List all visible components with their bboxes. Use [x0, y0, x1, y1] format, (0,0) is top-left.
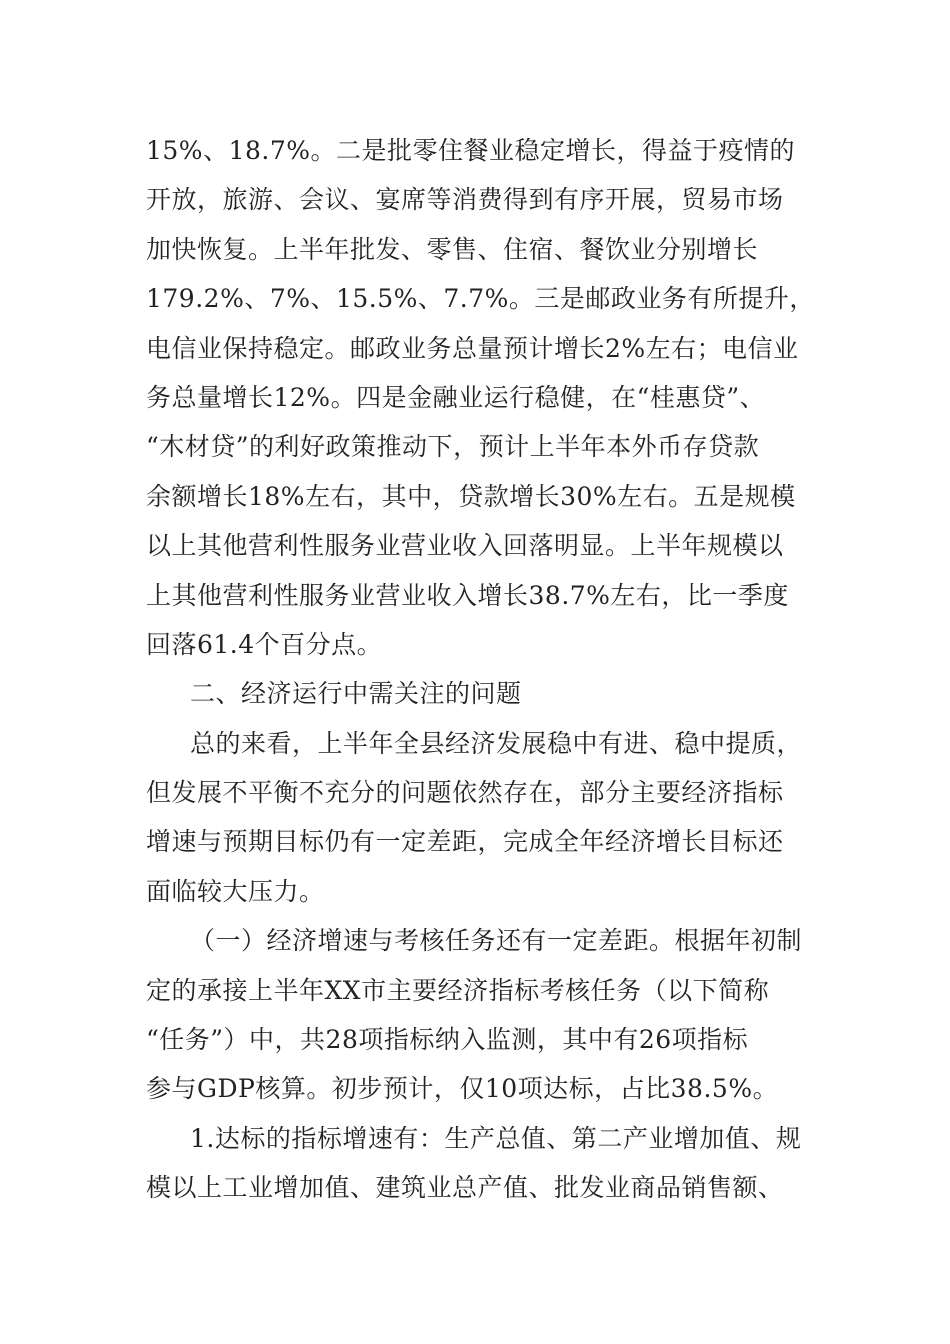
text-line: 务总量增长12%。四是金融业运行稳健，在“桂惠贷”、 — [146, 382, 766, 412]
subsection-heading: （一）经济增速与考核任务还有一定差距。根据年初制 — [190, 926, 803, 956]
section-heading: 二、经济运行中需关注的问题 — [190, 679, 522, 709]
text-line: 以上其他营利性服务业营业收入回落明显。上半年规模以 — [146, 531, 784, 561]
text-line: 回落61.4个百分点。 — [146, 629, 383, 659]
text-line: 上其他营利性服务业营业收入增长38.7%左右，比一季度 — [146, 580, 789, 610]
text-line: 增速与预期目标仍有一定差距，完成全年经济增长目标还 — [146, 827, 784, 857]
text-line: 开放，旅游、会议、宴席等消费得到有序开展，贸易市场 — [146, 185, 784, 215]
text-line: 面临较大压力。 — [146, 876, 325, 906]
text-line: 模以上工业增加值、建筑业总产值、批发业商品销售额、 — [146, 1173, 784, 1203]
text-line: 参与GDP核算。初步预计，仅10项达标，占比38.5%。 — [146, 1074, 779, 1104]
text-line: 15%、18.7%。二是批零住餐业稳定增长，得益于疫情的 — [146, 136, 795, 165]
text-line: 定的承接上半年XX市主要经济指标考核任务（以下简称 — [146, 975, 770, 1005]
text-line: 总的来看，上半年全县经济发展稳中有进、稳中提质， — [190, 728, 803, 758]
text-line: 余额增长18%左右，其中，贷款增长30%左右。五是规模 — [146, 481, 796, 511]
text-line: 179.2%、7%、15.5%、7.7%。三是邮政业务有所提升， — [146, 284, 815, 314]
text-line: 但发展不平衡不充分的问题依然存在，部分主要经济指标 — [146, 778, 784, 808]
text-line: 电信业保持稳定。邮政业务总量预计增长2%左右；电信业 — [146, 333, 799, 363]
text-line: “木材贷”的利好政策推动下，预计上半年本外币存贷款 — [146, 432, 760, 462]
text-line: 1.达标的指标增速有：生产总值、第二产业增加值、规 — [190, 1123, 802, 1153]
text-line: “任务”）中，共28项指标纳入监测，其中有26项指标 — [146, 1025, 749, 1055]
text-line: 加快恢复。上半年批发、零售、住宿、餐饮业分别增长 — [146, 234, 759, 264]
document-body — [146, 126, 826, 1213]
